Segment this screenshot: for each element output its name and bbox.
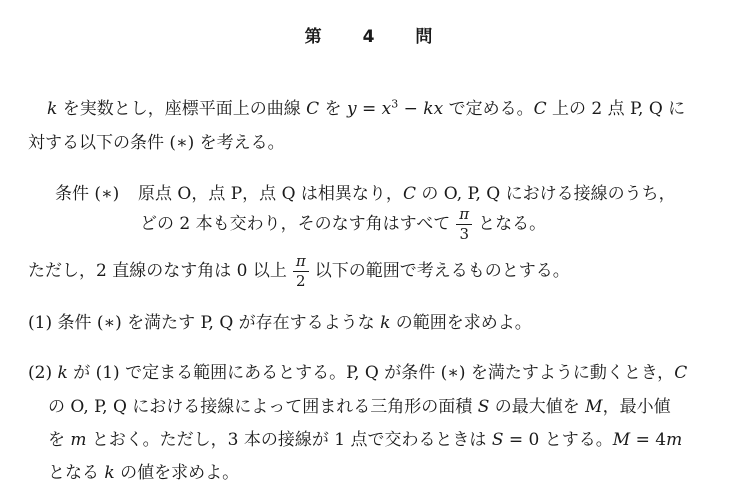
var-S: S — [477, 397, 490, 417]
equals-sign: = — [356, 99, 382, 119]
note-text-a: ただし，2 直線のなす角は 0 以上 — [28, 261, 287, 281]
var-S-2: S — [491, 430, 504, 450]
question-2-line-2 — [48, 396, 671, 418]
intro-line-2: 対する以下の条件 (∗) を考える。 — [28, 133, 285, 153]
var-C-2: C — [533, 99, 547, 119]
q2-text-2a: の O, P, Q における接線によって囲まれる三角形の面積 — [48, 397, 478, 417]
q2-text-1b: が (1) で定まる範囲にあるとする。P, Q が条件 (∗) を満たすように動くとき， — [67, 363, 675, 383]
var-m: m — [70, 430, 87, 450]
q2-text-3d: = 4 — [630, 430, 667, 450]
fraction-pi-over-2 — [293, 254, 309, 289]
var-y: y — [346, 99, 357, 119]
var-C-q2: C — [674, 363, 688, 383]
condition-text-1a: 原点 O，点 P，点 Q は相異なり， — [138, 184, 403, 204]
q2-text-3a: を — [48, 430, 71, 450]
exponent: 3 — [391, 97, 399, 111]
condition-text-2a: どの 2 本も交わり，そのなす角はすべて — [140, 214, 451, 234]
condition-label: 条件 (∗) — [55, 184, 120, 204]
intro-text-2: を — [319, 99, 347, 119]
var-k-q2-2: k — [104, 463, 115, 483]
note-line — [28, 251, 570, 291]
q2-text-2b: の最大値を — [489, 397, 586, 417]
var-C-3: C — [402, 184, 416, 204]
fraction-pi-over-3 — [456, 207, 472, 242]
q2-text-4a: となる — [48, 463, 105, 483]
var-k-q1: k — [380, 313, 391, 333]
intro-text-4: 上の 2 点 P, Q に — [546, 99, 686, 119]
intro-text-3: で定める。 — [443, 99, 534, 119]
minus-sign: − — [398, 99, 424, 119]
q2-text-3c: = 0 とする。 — [503, 430, 613, 450]
var-m-2: m — [666, 430, 683, 450]
intro-line-1 — [47, 98, 685, 120]
var-k: k — [47, 99, 58, 119]
var-x: x — [381, 99, 392, 119]
condition-line-2 — [140, 204, 546, 244]
note-text-b: 以下の範囲で考えるものとする。 — [314, 261, 570, 281]
q1-text-b: の範囲を求めよ。 — [390, 313, 532, 333]
condition-text-2b: となる。 — [478, 214, 547, 234]
fraction-denominator: 2 — [293, 271, 309, 289]
term-kx: kx — [423, 99, 444, 119]
condition-text-1b: の O, P, Q における接線のうち， — [415, 184, 676, 204]
problem-title — [0, 22, 738, 47]
condition-line-1 — [138, 183, 676, 205]
var-M-2: M — [612, 430, 631, 450]
title-number: 4 — [362, 27, 376, 47]
q2-text-1a: (2) — [28, 363, 58, 383]
fraction-denominator: 3 — [456, 224, 472, 242]
q2-text-4b: の値を求めよ。 — [114, 463, 240, 483]
var-C: C — [306, 99, 320, 119]
var-M: M — [585, 397, 603, 417]
fraction-numerator: π — [295, 252, 306, 270]
question-2-line-3 — [48, 429, 682, 451]
q2-text-2c: ，最小値 — [602, 397, 671, 417]
fraction-numerator: π — [459, 205, 470, 223]
var-k-q2: k — [57, 363, 68, 383]
q1-text-a: (1) 条件 (∗) を満たす P, Q が存在するような — [28, 313, 381, 333]
question-1 — [28, 312, 532, 334]
intro-text-1: を実数とし，座標平面上の曲線 — [57, 99, 307, 119]
title-dai: 第 — [304, 27, 323, 47]
q2-text-3b: とおく。ただし，3 本の接線が 1 点で交わるときは — [86, 430, 492, 450]
question-2-line-4 — [48, 462, 239, 484]
question-2-line-1 — [28, 362, 687, 384]
title-mon: 問 — [415, 27, 434, 47]
